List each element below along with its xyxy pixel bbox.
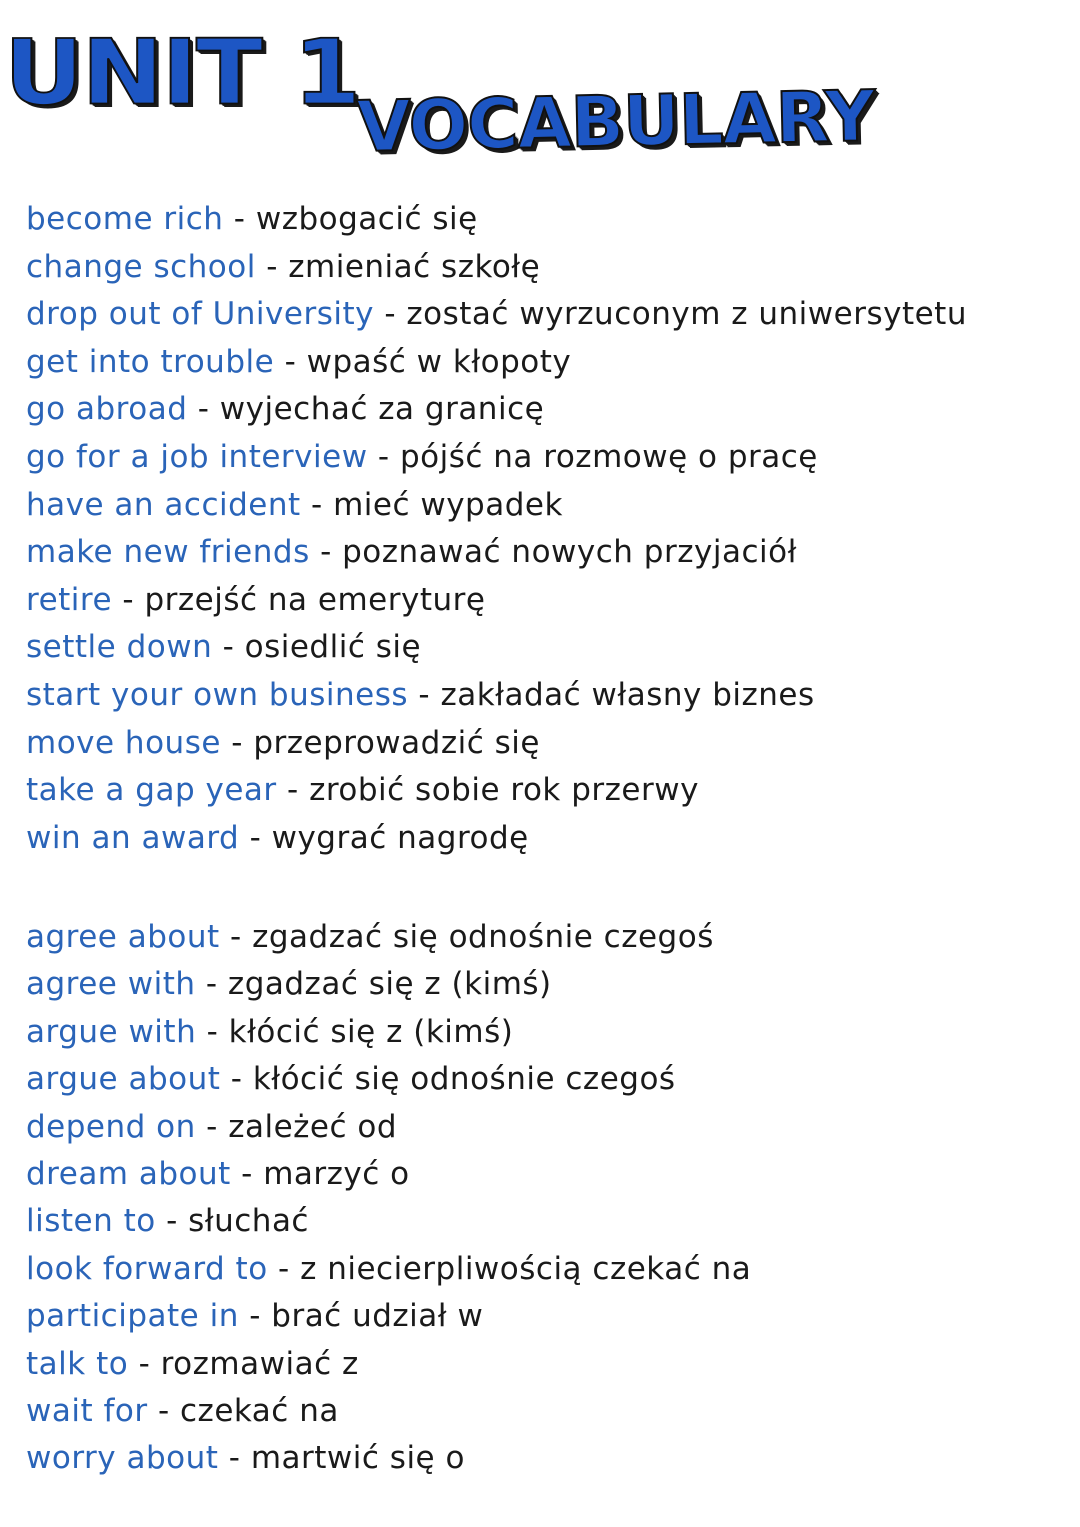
english-phrase: settle down [26,629,213,666]
vocabulary-list-dependent-prepositions [26,914,1066,1483]
vocab-item [26,1151,1066,1198]
english-phrase: agree about [26,919,220,955]
separator: - [230,1061,243,1098]
english-phrase: argue about [26,1061,221,1098]
polish-translation: kłócić się odnośnie czegoś [252,1061,676,1098]
polish-translation: zakładać własny biznes [440,676,815,713]
english-phrase: look forward to [26,1250,268,1287]
vocab-item [26,1056,1066,1103]
english-phrase: worry about [26,1440,219,1477]
separator: - [233,201,246,237]
vocab-item [26,961,1066,1008]
polish-translation: wpaść w kłopoty [306,343,572,380]
vocab-item [26,1293,1066,1340]
separator: - [228,1440,241,1477]
vocab-item [26,196,1066,244]
polish-translation: zgadzać się odnośnie czegoś [252,919,714,955]
vocab-item [26,529,1066,577]
english-phrase: retire [26,581,113,618]
polish-translation: przeprowadzić się [253,724,540,761]
vocab-item [26,386,1066,434]
polish-translation: zmieniać szkołę [288,248,541,285]
vocab-item [26,767,1066,815]
polish-translation: zależeć od [228,1108,398,1145]
polish-translation: brać udział w [271,1298,484,1335]
english-phrase: go abroad [26,391,188,428]
english-phrase: become rich [26,201,224,237]
english-phrase: participate in [26,1298,239,1335]
polish-translation: czekać na [180,1392,339,1429]
separator: - [249,819,262,856]
english-phrase: agree with [26,966,196,1003]
polish-translation: poznawać nowych przyjaciół [342,534,797,571]
vocab-item [26,339,1066,387]
vocab-item [26,291,1066,339]
separator: - [157,1392,170,1429]
separator: - [384,296,397,333]
vocab-item [26,1198,1066,1245]
separator: - [284,343,297,380]
polish-translation: osiedlić się [244,629,422,666]
english-phrase: take a gap year [26,772,277,809]
english-phrase: get into trouble [26,343,275,380]
english-phrase: argue with [26,1013,197,1050]
polish-translation: z niecierpliwością czekać na [300,1250,752,1287]
polish-translation: kłócić się z (kimś) [228,1013,514,1050]
vocab-item [26,815,1066,863]
english-phrase: depend on [26,1108,196,1145]
separator: - [230,919,242,955]
english-phrase: wait for [26,1392,148,1429]
english-phrase: listen to [26,1203,156,1240]
english-phrase: drop out of University [26,296,374,333]
separator: - [287,772,299,809]
english-phrase: change school [26,248,256,285]
vocab-item [26,672,1066,720]
polish-translation: zostać wyrzuconym z uniwersytetu [406,296,967,333]
separator: - [311,486,323,523]
separator: - [138,1345,151,1382]
vocab-item [26,1009,1066,1056]
vocabulary-list-phrases [26,196,1066,862]
separator: - [278,1250,290,1287]
separator: - [249,1298,261,1335]
separator: - [241,1155,253,1192]
separator: - [266,248,278,285]
separator: - [166,1203,178,1240]
separator: - [197,391,210,428]
english-phrase: go for a job interview [26,438,368,475]
vocab-item [26,914,1066,961]
separator: - [418,676,431,713]
polish-translation: wzbogacić się [255,201,478,237]
separator: - [320,534,332,571]
separator: - [205,966,218,1003]
polish-translation: słuchać [188,1203,309,1240]
polish-translation: wyjechać za granicę [219,391,545,428]
polish-translation: rozmawiać z [160,1345,359,1382]
polish-translation: zgadzać się z (kimś) [227,966,552,1003]
english-phrase: start your own business [26,676,409,713]
english-phrase: move house [26,724,221,761]
vocab-item [26,624,1066,672]
polish-translation: pójść na rozmowę o pracę [399,438,818,475]
polish-translation: martwić się o [250,1440,465,1477]
separator: - [206,1108,218,1145]
vocab-item [26,482,1066,530]
english-phrase: talk to [26,1345,129,1382]
vocab-item [26,1388,1066,1435]
page-title-unit: UNIT 1 [4,20,360,126]
english-phrase: have an accident [26,486,301,523]
vocab-item [26,1246,1066,1293]
english-phrase: dream about [26,1155,231,1192]
vocab-item [26,434,1066,482]
vocab-item [26,720,1066,768]
vocab-item [26,1104,1066,1151]
english-phrase: win an award [26,819,240,856]
polish-translation: marzyć o [263,1155,410,1192]
polish-translation: zrobić sobie rok przerwy [309,772,699,809]
separator: - [222,629,235,666]
vocab-item [26,1341,1066,1388]
english-phrase: make new friends [26,534,310,571]
separator: - [231,724,243,761]
vocab-item [26,244,1066,292]
vocab-item [26,577,1066,625]
polish-translation: wygrać nagrodę [271,819,529,856]
page-title-vocabulary: VOCABULARY [355,75,876,168]
polish-translation: przejść na emeryturę [144,581,486,618]
separator: - [122,581,135,618]
separator: - [206,1013,219,1050]
separator: - [377,438,390,475]
polish-translation: mieć wypadek [333,486,563,523]
vocab-item [26,1435,1066,1482]
